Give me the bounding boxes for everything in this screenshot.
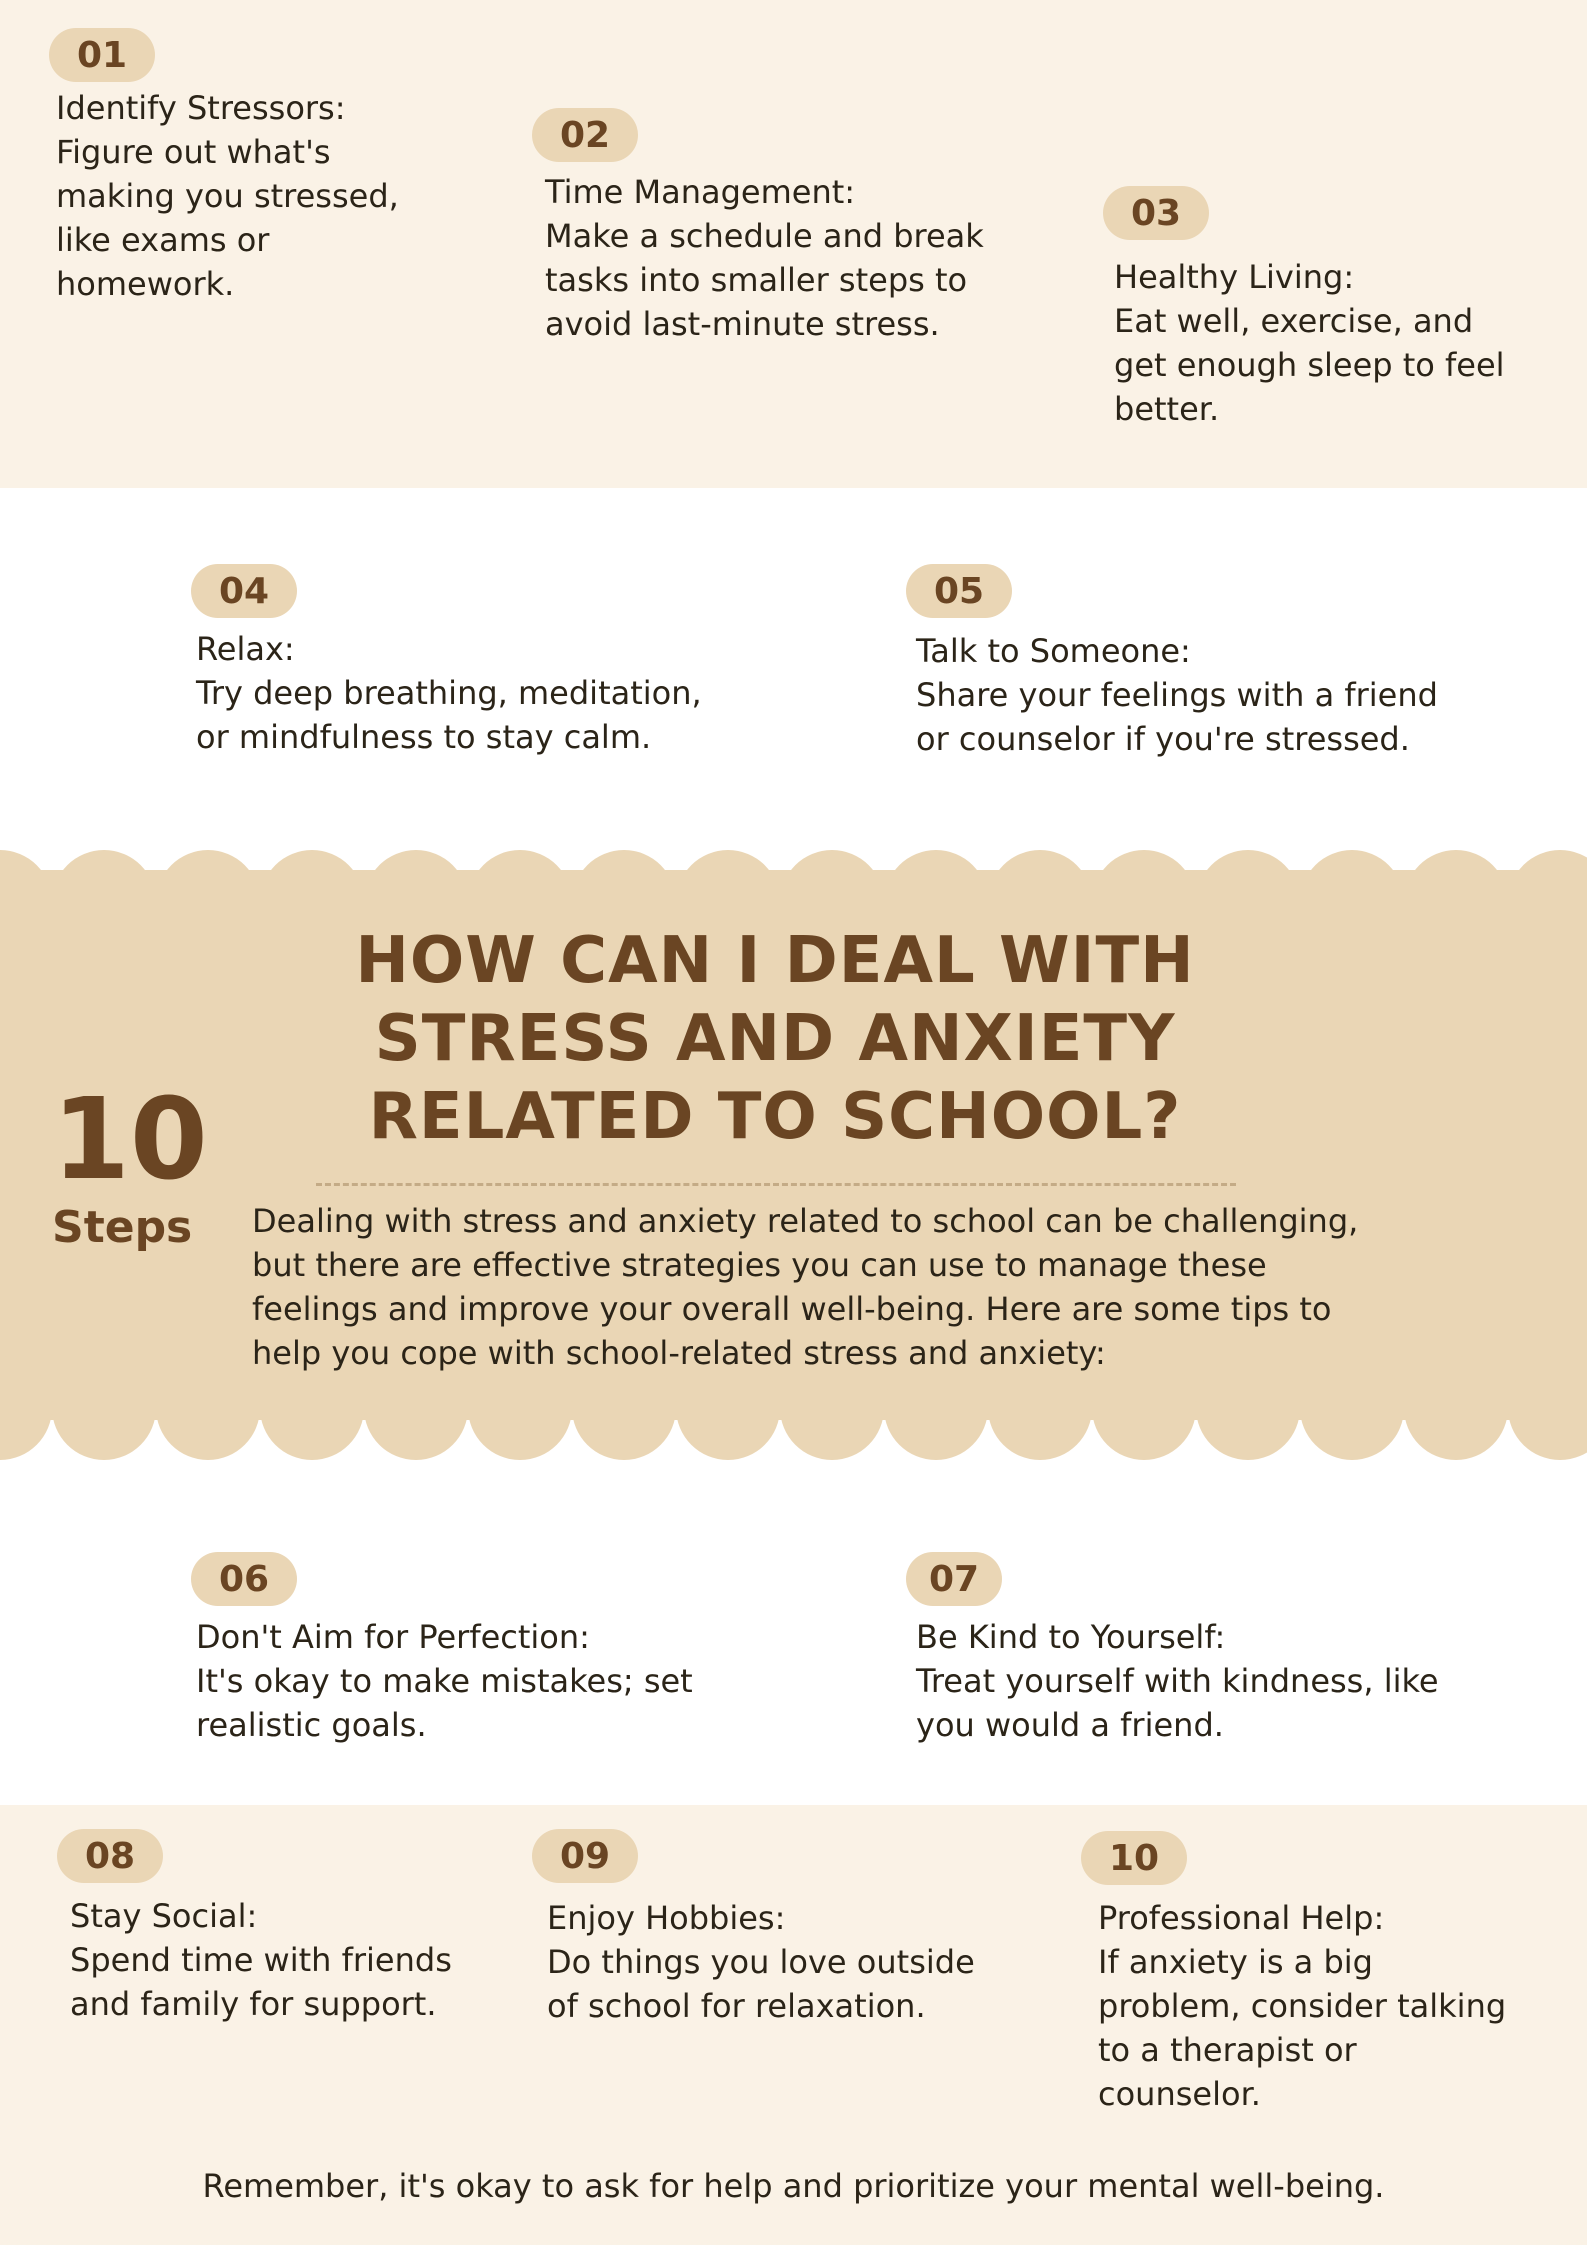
step-title: Relax: <box>196 630 295 668</box>
step-title: Talk to Someone: <box>916 632 1191 670</box>
intro-paragraph: Dealing with stress and anxiety related to school can be challenging, but there are effective strategies you can use to manage these feelings and improve your overall well-being. Here are some tips to help you cope with school-related stress and anxiety: <box>252 1202 1359 1372</box>
steps-count: 10 <box>52 1075 208 1205</box>
page-title: HOW CAN I DEAL WITH STRESS AND ANXIETY RELATED TO SCHOOL? <box>355 924 1195 1154</box>
step-description: Eat well, exercise, and get enough sleep to feel better. <box>1114 302 1505 428</box>
step-title: Healthy Living: <box>1114 258 1355 296</box>
step-badge: 08 <box>57 1829 163 1883</box>
step-item <box>1114 255 1534 431</box>
step-title: Don't Aim for Perfection: <box>196 1618 590 1656</box>
step-item <box>916 629 1476 761</box>
step-description: Share your feelings with a friend or counselor if you're stressed. <box>916 676 1438 758</box>
footer-note: Remember, it's okay to ask for help and prioritize your mental well-being. <box>202 2167 1385 2205</box>
step-badge: 10 <box>1081 1831 1187 1885</box>
step-badge: 09 <box>532 1829 638 1883</box>
step-item <box>916 1615 1476 1747</box>
steps-label: Steps <box>52 1202 193 1253</box>
step-description: Treat yourself with kindness, like you would a friend. <box>916 1662 1439 1744</box>
step-item <box>196 627 716 759</box>
step-description: Try deep breathing, meditation, or mindfulness to stay calm. <box>196 674 702 756</box>
step-title: Time Management: <box>545 173 856 211</box>
step-badge: 02 <box>532 108 638 162</box>
step-title: Enjoy Hobbies: <box>547 1899 786 1937</box>
title-divider <box>316 1183 1236 1186</box>
step-title: Stay Social: <box>70 1897 258 1935</box>
step-badge: 05 <box>906 564 1012 618</box>
step-item <box>547 1896 1007 2028</box>
step-description: If anxiety is a big problem, consider talking to a therapist or counselor. <box>1098 1943 1507 2113</box>
step-description: Make a schedule and break tasks into smaller steps to avoid last-minute stress. <box>545 217 984 343</box>
step-badge: 01 <box>49 28 155 82</box>
step-description: Figure out what's making you stressed, like exams or homework. <box>56 133 399 303</box>
step-item <box>196 1615 716 1747</box>
step-description: It's okay to make mistakes; set realistic goals. <box>196 1662 693 1744</box>
step-title: Be Kind to Yourself: <box>916 1618 1226 1656</box>
step-title: Professional Help: <box>1098 1899 1385 1937</box>
step-item <box>70 1894 510 2026</box>
step-item <box>1098 1896 1518 2116</box>
step-description: Do things you love outside of school for relaxation. <box>547 1943 975 2025</box>
step-description: Spend time with friends and family for support. <box>70 1941 452 2023</box>
step-badge: 06 <box>191 1552 297 1606</box>
step-badge: 04 <box>191 564 297 618</box>
step-title: Identify Stressors: <box>56 89 346 127</box>
step-item <box>545 170 1045 346</box>
step-badge: 07 <box>906 1552 1002 1606</box>
step-item <box>56 86 456 306</box>
step-badge: 03 <box>1103 186 1209 240</box>
